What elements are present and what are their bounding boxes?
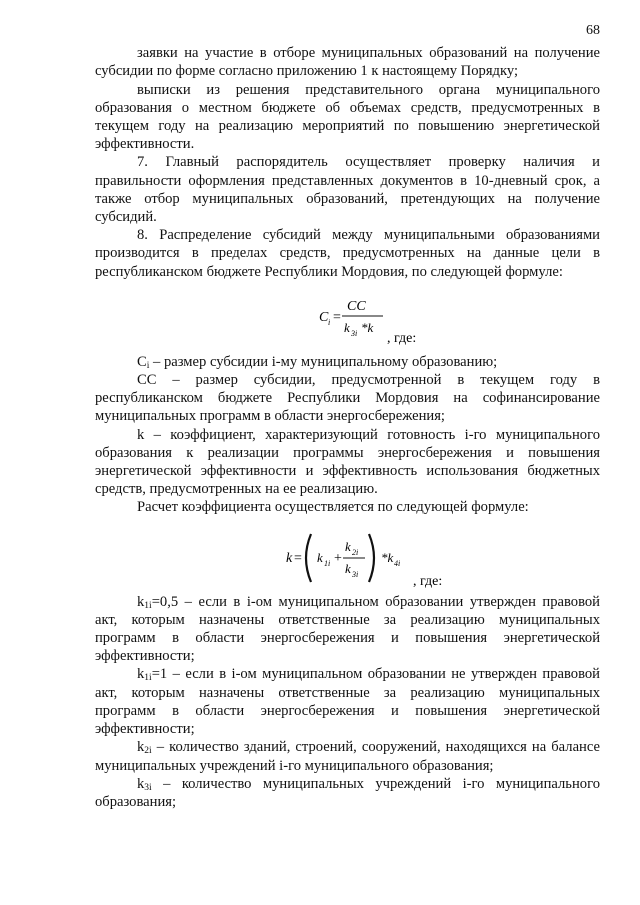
coefficient-formula [95,517,600,593]
left-paren-icon [306,534,311,582]
subsidy-formula-svg [95,281,600,353]
k1-symbol: k [137,593,145,610]
ci-symbol: C [137,353,147,370]
formula-den-sub: 3i [351,328,358,338]
paragraph: выписки из решения представительного органа муниципального образования о местном бюджете об объемах средств, предусмотренных в текущем году на реализацию мероприятий по повышению энергетической эффективности. [95,81,600,153]
k2-text: – количество зданий, строений, сооружений, находящихся на балансе муниципальных учреждений i-го муниципального образования; [95,739,600,774]
def-k1-a [95,593,600,666]
k3-sub: 3i [144,782,152,793]
k1-sub: 1i [144,600,152,611]
def-k1-b [95,665,600,738]
f2-k2: k [345,538,351,554]
f2-k: k [286,550,293,566]
f2-eq: = [294,550,302,566]
right-paren-icon [369,534,374,582]
page-number: 68 [586,23,600,38]
f2-where: , где: [413,573,443,589]
paragraph: 8. Распределение субсидий между муниципальными образованиями производится в пределах средств, предусмотренных на данные цели в республиканском бюджете Республики Мордовия, по следующей формуле: [95,227,600,280]
formula-den-k: k [344,319,350,335]
f2-k3-sub: 3i [352,569,359,579]
formula-eq: = [333,309,341,325]
k1-text: =0,5 – если в i-ом муниципальном образовании утвержден правовой акт, которым назначены ответственные за реализацию муниципальных программ в области энергосбережения и повышения энергетической эффективности; [95,593,600,665]
def-k2 [95,738,600,774]
paragraph: 7. Главный распорядитель осуществляет проверку наличия и правильности оформления представленных документов в 10-дневный срок, а также отбор муниципальных образований, претендующих на получение субсидий. [95,154,600,226]
k2-symbol: k [137,739,145,756]
k2-sub: 2i [144,746,152,757]
f2-k1-sub: 1i [324,558,331,568]
formula-where: , где: [387,330,417,346]
formula-lhs: C [319,309,329,325]
formula-numerator: CC [347,298,366,314]
ci-text: – размер субсидии i-му муниципальному образованию; [149,353,498,370]
f2-k4-sub: 4i [394,558,401,568]
k3-text: – количество муниципальных учреждений i-го муниципального образования; [95,775,600,810]
k3-symbol: k [137,775,145,792]
f2-star-k: *k [381,549,394,565]
calc-intro: Расчет коэффициента осуществляется по следующей формуле: [137,499,529,516]
f2-k2-sub: 2i [352,547,359,557]
k1-sub: 1i [144,673,152,684]
def-k: k – коэффициент, характеризующий готовность i-го муниципального образования к реализации программы энергосбережения и повышения энергетической эффективности и эффективность использования бюджетных средств, предусмотренных на ее реализацию. [95,426,600,498]
coefficient-formula-svg [95,517,600,593]
f2-k1: k [317,549,323,565]
paragraph: заявки на участие в отборе муниципальных образований на получение субсидии по форме согласно приложению 1 к настоящему Порядку; [95,45,600,80]
f2-k3: k [345,560,351,576]
subsidy-formula [95,281,600,353]
def-k3 [95,775,600,811]
def-cc: СС – размер субсидии, предусмотренной в текущем году в республиканском бюджете Республики Мордовия на софинансирование муниципальных программ в области энергосбережения; [95,372,600,425]
def-ci [95,353,600,371]
k1-text: =1 – если в i-ом муниципальном образовании не утвержден правовой акт, которым назначены ответственные за реализацию муниципальных программ в области энергосбережения и повышения энергетической эффективности; [95,666,600,738]
ci-sub: i [146,360,150,371]
formula-lhs-sub: i [328,317,331,327]
f2-plus: + [334,550,342,566]
k1-symbol: k [137,666,145,683]
formula-den-k-star: *k [361,319,374,335]
